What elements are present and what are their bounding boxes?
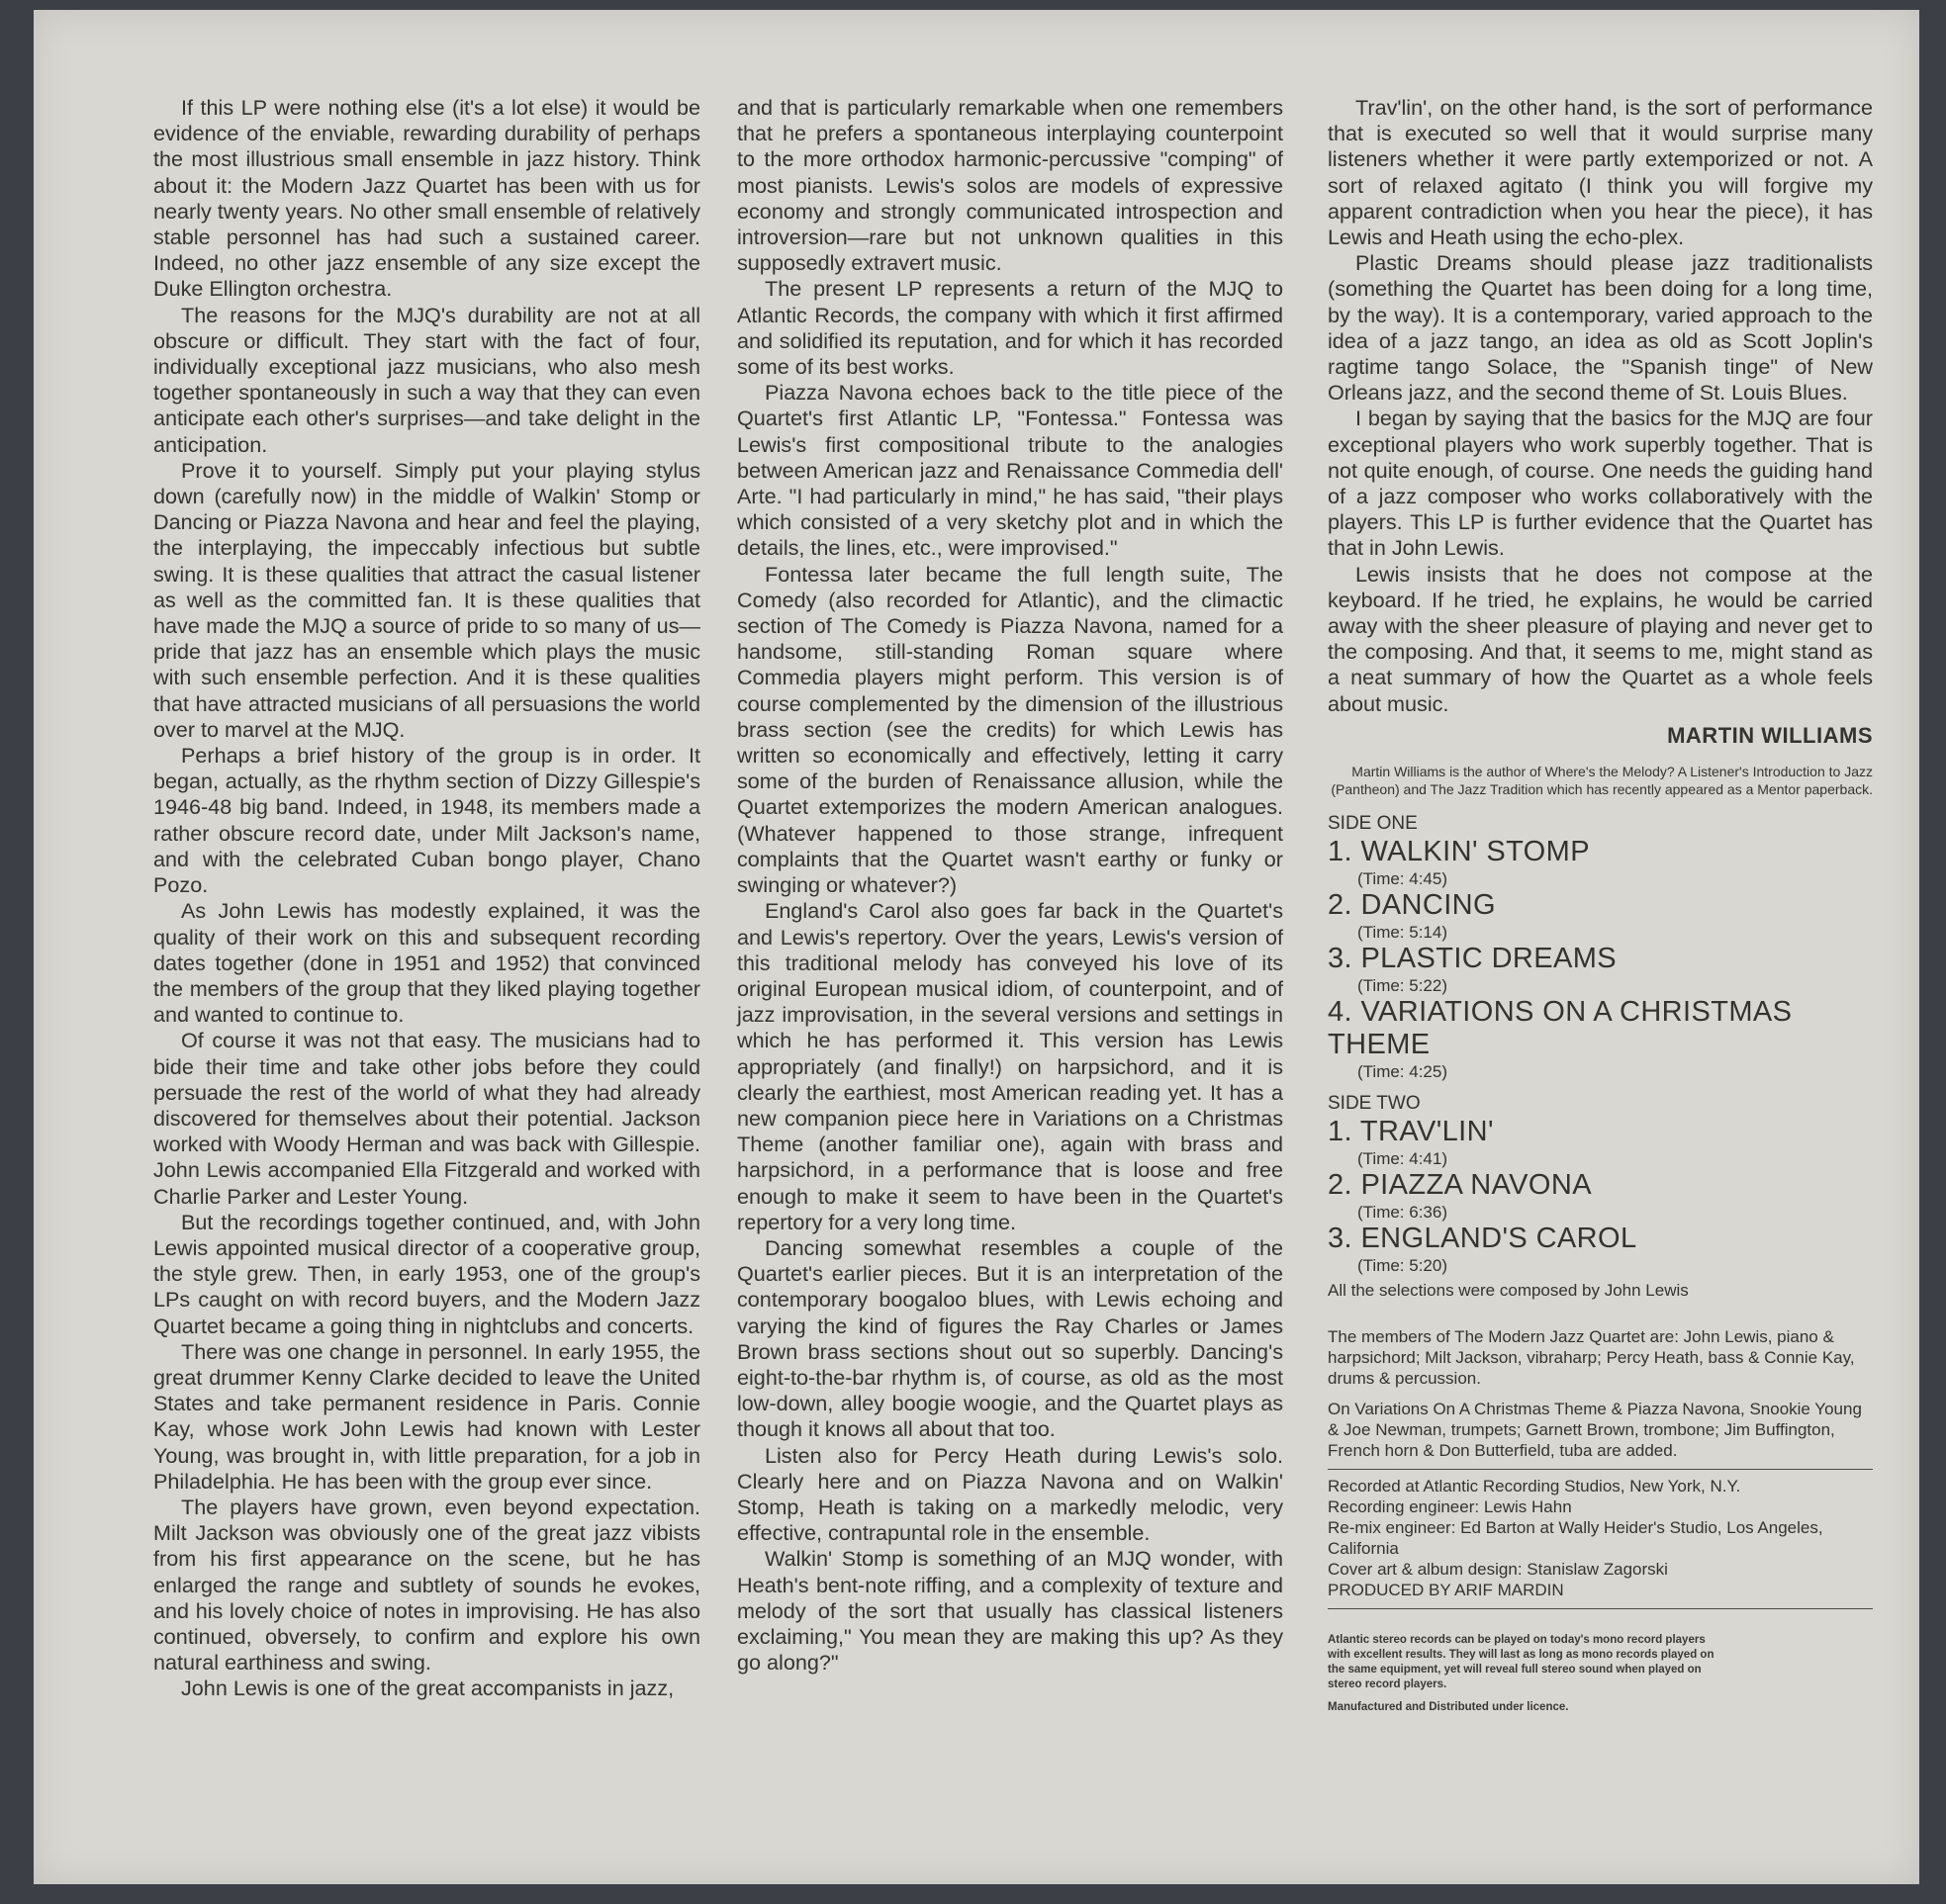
author-bio: Martin Williams is the author of Where's the Melody? A Listener's Introduction to Jazz (Pantheon) and The Jazz Tradition which has recently appeared as a Mentor paperback. [1331,764,1873,798]
credit-line: Recording engineer: Lewis Hahn [1328,1497,1572,1517]
paragraph: The players have grown, even beyond expectation. Milt Jackson was obviously one of the great jazz vibists from his first appearance on the scene, but he has enlarged the range and subtlety of sounds he evokes, and his lovely choice of notes in improvising. He has also continued, obversely, to confirm and explore his own natural earthiness and swing. [153,1494,700,1676]
liner-notes-column-2 [737,95,1283,1676]
track-time: (Time: 6:36) [1357,1203,1448,1223]
track-time: (Time: 4:45) [1357,869,1448,889]
paragraph: Lewis insists that he does not compose at the keyboard. If he tried, he explains, he would be carried away with the sheer pleasure of playing and never get to the composing. And that, it seems to me, might stand as a neat summary of how the Quartet as a whole feels about music. [1328,561,1873,716]
paragraph: If this LP were nothing else (it's a lot else) it would be evidence of the enviable, rewarding durability of perhaps the most illustrious small ensemble in jazz history. Think about it: the Modern Jazz Quartet has been with us for nearly twenty years. No other small ensemble of relatively stable personnel has had such a sustained career. Indeed, no other jazz ensemble of any size except the Duke Ellington orchestra. [153,95,700,302]
track-title: 3. ENGLAND'S CAROL [1328,1223,1637,1255]
paragraph: As John Lewis has modestly explained, it was the quality of their work on this and subsequent recording dates together (done in 1951 and 1952) that convinced the members of the group that they liked playing together and wanted to continue to. [153,898,700,1028]
paragraph: The present LP represents a return of the MJQ to Atlantic Records, the company with which it first affirmed and solidified its reputation, and for which it has recorded some of its best works. [737,276,1283,380]
track-time: (Time: 4:41) [1357,1149,1448,1169]
author-signature: MARTIN WILLIAMS [1667,722,1873,748]
added-players-credit: On Variations On A Christmas Theme & Piazza Navona, Snookie Young & Joe Newman, trumpets; Garnett Brown, trombone; Jim Buffington, French horn & Don Butterfield, tuba are added. [1328,1400,1862,1461]
side-two-tracklist [1328,1092,1873,1276]
track-time: (Time: 4:25) [1357,1062,1448,1082]
credit-line: Cover art & album design: Stanislaw Zagorski [1328,1560,1668,1580]
track-title: 2. DANCING [1328,889,1496,922]
paragraph: Prove it to yourself. Simply put your playing stylus down (carefully now) in the middle of Walkin' Stomp or Dancing or Piazza Navona and hear and feel the playing, the interplaying, the impeccably infectious but subtle swing. It is these qualities that attract the casual listener as well as the committed fan. It is these qualities that have made the MJQ a source of pride to so many of us—pride that jazz has an ensemble which plays the music with such ensemble perfection. And it is these qualities that have attracted musicians of all persuasions the world over to marvel at the MJQ. [153,457,700,742]
paragraph: I began by saying that the basics for the MJQ are four exceptional players who work superbly together. That is not quite enough, of course. One needs the guiding hand of a jazz composer who works collaboratively with the players. This LP is further evidence that the Quartet has that in John Lewis. [1328,406,1873,561]
track-time: (Time: 5:22) [1357,976,1448,996]
paragraph: Dancing somewhat resembles a couple of the Quartet's earlier pieces. But it is an interpretation of the contemporary boogaloo blues, with Lewis echoing and varying the kind of figures the Ray Charles or James Brown brass sections shout out so superbly. Dancing's eight-to-the-bar rhythm is, of course, as old as the most low-down, alley boogie woogie, and the Quartet plays as though it knows all about that too. [737,1234,1283,1442]
recording-credits [1328,1476,1873,1600]
side-two-heading: SIDE TWO [1328,1093,1421,1115]
track-title: 1. WALKIN' STOMP [1328,836,1590,868]
paragraph: and that is particularly remarkable when one remembers that he prefers a spontaneous interplaying counterpoint to the more orthodox harmonic-percussive "comping" of most pianists. Lewis's solos are models of expressive economy and strongly communicated introspection and introversion—rare but not unknown qualities in this supposedly extravert music. [737,95,1283,276]
liner-notes-column-3 [1328,95,1873,1715]
divider [1328,1469,1873,1470]
track-title: 2. PIAZZA NAVONA [1328,1169,1592,1202]
paragraph: Trav'lin', on the other hand, is the sort of performance that is executed so well that it would surprise many listeners whether it were partly extemporized or not. A sort of relaxed agitato (I think you will forgive my apparent contradiction when you hear the piece), it has Lewis and Heath using the echo-plex. [1328,95,1873,250]
album-back-cover [34,10,1919,1884]
track-title: 3. PLASTIC DREAMS [1328,943,1618,975]
paragraph: Fontessa later became the full length suite, The Comedy (also recorded for Atlantic), and the climactic section of The Comedy is Piazza Navona, named for a handsome, still-standing Roman square where Commedia players might perform. This version is of course complemented by the dimension of the illustrious brass section (see the credits) for which Lewis has written so economically and effectively, letting it carry some of the burden of Renaissance allusion, while the Quartet extemporizes the modern American analogues. (Whatever happened to those strange, infrequent complaints that the Quartet wasn't earthy or funky or swinging or whatever?) [737,561,1283,898]
composer-note: All the selections were composed by John Lewis [1328,1281,1689,1301]
track-time: (Time: 5:20) [1357,1256,1448,1276]
credit-line: Re-mix engineer: Ed Barton at Wally Heider's Studio, Los Angeles, California [1328,1518,1823,1559]
track-title: 4. VARIATIONS ON A CHRISTMAS THEME [1328,996,1793,1061]
paragraph: Of course it was not that easy. The musicians had to bide their time and take other jobs before they could persuade the rest of the world of what they had already discovered for themselves about their potential. Jackson worked with Woody Herman and was back with Gillespie. John Lewis accompanied Ella Fitzgerald and worked with Charlie Parker and Lester Young. [153,1028,700,1209]
members-credit: The members of The Modern Jazz Quartet are: John Lewis, piano & harpsichord; Milt Jackson, vibraharp; Percy Heath, bass & Connie Kay, drums & percussion. [1328,1327,1855,1389]
paragraph: England's Carol also goes far back in the Quartet's and Lewis's repertory. Over the years, Lewis's version of this traditional melody has conveyed his love of its original European musical idiom, of counterpoint, and of jazz improvisation, in the several versions and settings in which he has performed it. This version has Lewis appropriately (and finally!) on harpsichord, and it is clearly the earthiest, most American reading yet. It has a new companion piece here in Variations on a Christmas Theme (another familiar one), again with brass and harpsichord, in a performance that is loose and free enough to make it seem to have been in the Quartet's repertory for a very long time. [737,898,1283,1234]
paragraph: John Lewis is one of the great accompanists in jazz, [181,1676,675,1701]
paragraph: Listen also for Percy Heath during Lewis's solo. Clearly here and on Piazza Navona and on Walkin' Stomp, Heath is taking on a markedly melodic, very effective, contrapuntal role in the ensemble. [737,1442,1283,1546]
track-time: (Time: 5:14) [1357,923,1448,943]
divider [1328,1608,1873,1609]
stereo-note: Atlantic stereo records can be played on today's mono record players with excellent results. They will last as long as mono records played on the same equipment, yet will reveal full stereo sound when played on stereo record players. [1328,1634,1714,1691]
side-one-tracklist [1328,812,1873,1082]
license-note: Manufactured and Distributed under licence. [1328,1701,1569,1714]
paragraph: But the recordings together continued, and, with John Lewis appointed musical director of a cooperative group, the style grew. Then, in early 1953, one of the group's LPs caught on with record buyers, and the Modern Jazz Quartet became a going thing in nightclubs and concerts. [153,1209,700,1338]
paragraph: Plastic Dreams should please jazz traditionalists (something the Quartet has been doing for a long time, by the way). It is a contemporary, varied approach to the idea of a jazz tango, an idea as old as Scott Joplin's ragtime tango Solace, the "Spanish tinge" of New Orleans jazz, and the second theme of St. Louis Blues. [1328,250,1873,406]
paragraph: Walkin' Stomp is something of an MJQ wonder, with Heath's bent-note riffing, and a complexity of texture and melody of the sort that usually has classical listeners exclaiming," You mean they are making this up? As they go along?" [737,1546,1283,1676]
producer-credit: PRODUCED BY ARIF MARDIN [1328,1581,1564,1600]
paragraph: Perhaps a brief history of the group is in order. It began, actually, as the rhythm section of Dizzy Gillespie's 1946-48 big band. Indeed, in 1948, its members made a rather obscure record date, under Milt Jackson's name, and with the celebrated Cuban bongo player, Chano Pozo. [153,743,700,898]
liner-notes-column-1 [153,95,700,1702]
track-title: 1. TRAV'LIN' [1328,1116,1494,1148]
paragraph: Piazza Navona echoes back to the title piece of the Quartet's first Atlantic LP, "Fontessa." Fontessa was Lewis's first compositional tribute to the analogies between American jazz and Renaissance Commedia dell' Arte. "I had particularly in mind," he has said, "their plays which consisted of a very sketchy plot and in which the details, the lines, etc., were improvised." [737,380,1283,561]
paragraph: There was one change in personnel. In early 1955, the great drummer Kenny Clarke decided to leave the United States and take permanent residence in Paris. Connie Kay, whose work John Lewis had known with Lester Young, was brought in, with little preparation, for a job in Philadelphia. He has been with the group ever since. [153,1338,700,1494]
paragraph: The reasons for the MJQ's durability are not at all obscure or difficult. They start with the fact of four, individually exceptional jazz musicians, who also mesh together spontaneously in such a way that they can even anticipate each other's surprises—and take delight in the anticipation. [153,302,700,457]
side-one-heading: SIDE ONE [1328,813,1418,835]
credit-line: Recorded at Atlantic Recording Studios, New York, N.Y. [1328,1477,1741,1496]
